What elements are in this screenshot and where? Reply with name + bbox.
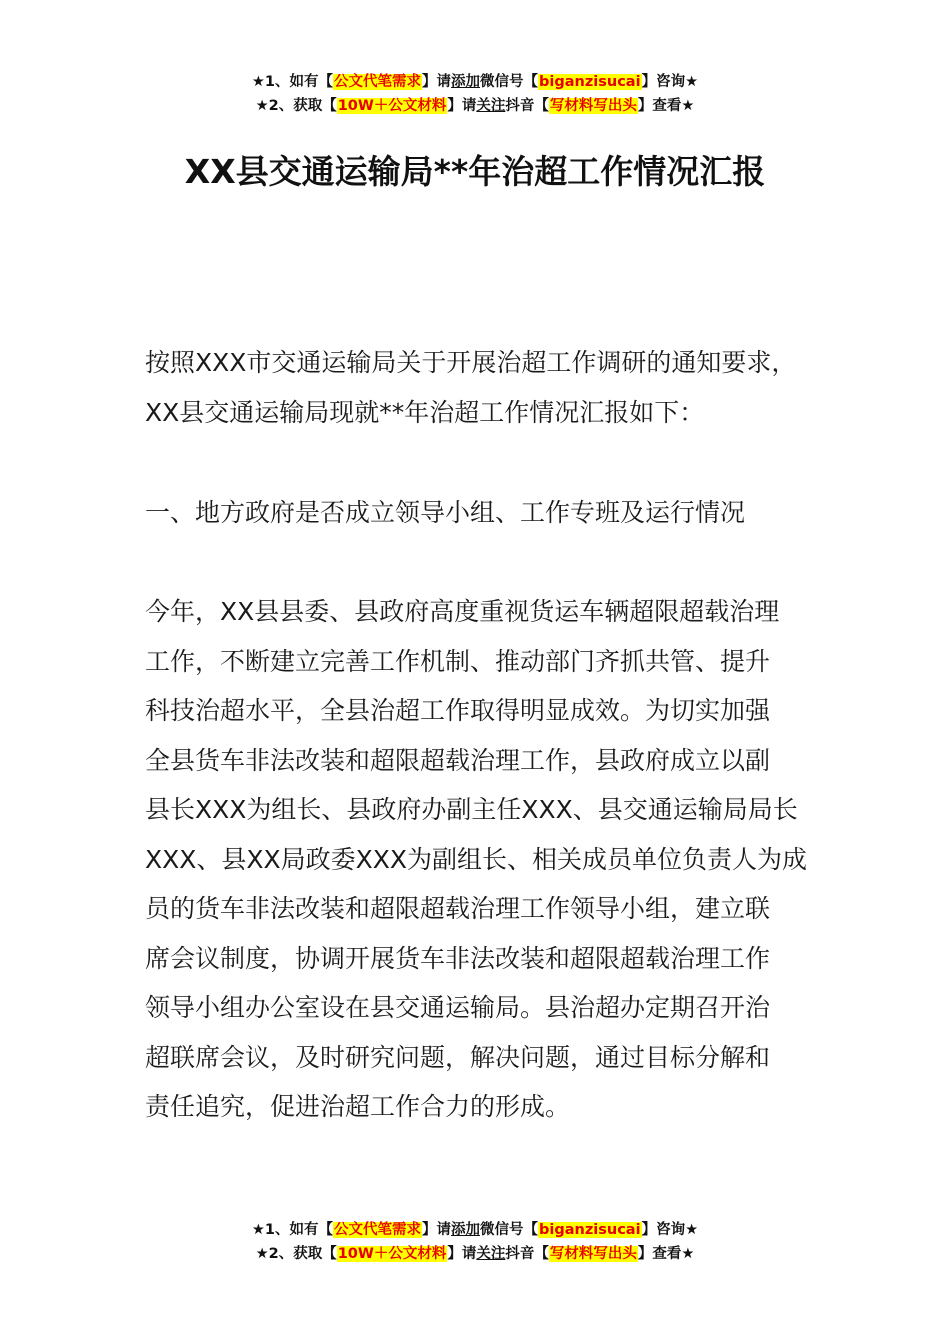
promo-text: 】请	[422, 1222, 452, 1238]
text-line: 领导小组办公室设在县交通运输局。县治超办定期召开治	[145, 993, 771, 1022]
text-line: 超联席会议，及时研究问题，解决问题，通过目标分解和	[145, 1042, 771, 1072]
text-line: 全县货车非法改装和超限超载治理工作，县政府成立以副	[145, 745, 771, 775]
text-line: 责任追究，促进治超工作合力的形成。	[145, 1092, 571, 1121]
promo-text: 】请	[447, 1246, 477, 1262]
highlight-materials: 10W＋公文材料	[337, 1246, 447, 1262]
promo-text: 】咨询★	[641, 74, 699, 90]
text-line: 席会议制度，协调开展货车非法改装和超限超载治理工作	[145, 943, 771, 973]
document-title: XX县交通运输局**年治超工作情况汇报	[184, 152, 766, 191]
promo-underline: 添加	[451, 1222, 481, 1238]
promo-text: 】查看★	[637, 98, 695, 114]
promo-text: ★2、获取【	[255, 1246, 337, 1262]
promo-text: ★2、获取【	[255, 98, 337, 114]
promo-text: 微信号【	[480, 1222, 539, 1238]
text-line: 县长XXX为组长、县政府办副主任XXX、县交通运输局局长	[145, 795, 798, 824]
promo-text: ★1、如有【	[251, 1222, 334, 1238]
promo-line-2	[0, 94, 950, 118]
promo-header	[0, 70, 950, 118]
highlight-wechat-id: biganzisucai	[539, 1222, 641, 1238]
promo-underline: 添加	[451, 74, 481, 90]
promo-text: ★1、如有【	[251, 74, 334, 90]
promo-text: 】查看★	[637, 1246, 695, 1262]
promo-line-1	[0, 70, 950, 94]
promo-underline: 关注	[476, 1246, 506, 1262]
promo-text: 】咨询★	[641, 1222, 699, 1238]
promo-text: 】请	[447, 98, 477, 114]
highlight-ghostwriting: 公文代笔需求	[334, 1222, 422, 1238]
text-line: 按照XXX市交通运输局关于开展治超工作调研的通知要求，	[145, 348, 797, 377]
section-paragraph	[145, 587, 835, 1132]
promo-text: 微信号【	[480, 74, 539, 90]
text-line: XXX、县XX局政委XXX为副组长、相关成员单位负责人为成	[145, 844, 808, 874]
highlight-materials: 10W＋公文材料	[337, 98, 447, 114]
highlight-douyin-account: 写材料写出头	[549, 98, 637, 114]
intro-paragraph	[145, 338, 835, 437]
text-line: 今年，XX县县委、县政府高度重视货运车辆超限超载治理	[145, 597, 780, 626]
promo-text: 抖音【	[505, 1246, 549, 1262]
promo-underline: 关注	[476, 98, 506, 114]
promo-footer	[0, 1218, 950, 1266]
text-line: XX县交通运输局现就**年治超工作情况汇报如下：	[145, 397, 705, 427]
promo-line-1	[0, 1218, 950, 1242]
section-heading: 一、地方政府是否成立领导小组、工作专班及运行情况	[145, 498, 746, 527]
promo-text: 】请	[422, 74, 452, 90]
highlight-douyin-account: 写材料写出头	[549, 1246, 637, 1262]
text-line: 科技治超水平，全县治超工作取得明显成效。为切实加强	[145, 696, 771, 725]
highlight-wechat-id: biganzisucai	[539, 74, 641, 90]
text-line: 员的货车非法改装和超限超载治理工作领导小组，建立联	[145, 894, 771, 923]
highlight-ghostwriting: 公文代笔需求	[334, 74, 422, 90]
text-line: 工作，不断建立完善工作机制、推动部门齐抓共管、提升	[145, 646, 771, 676]
promo-text: 抖音【	[505, 98, 549, 114]
promo-line-2	[0, 1242, 950, 1266]
